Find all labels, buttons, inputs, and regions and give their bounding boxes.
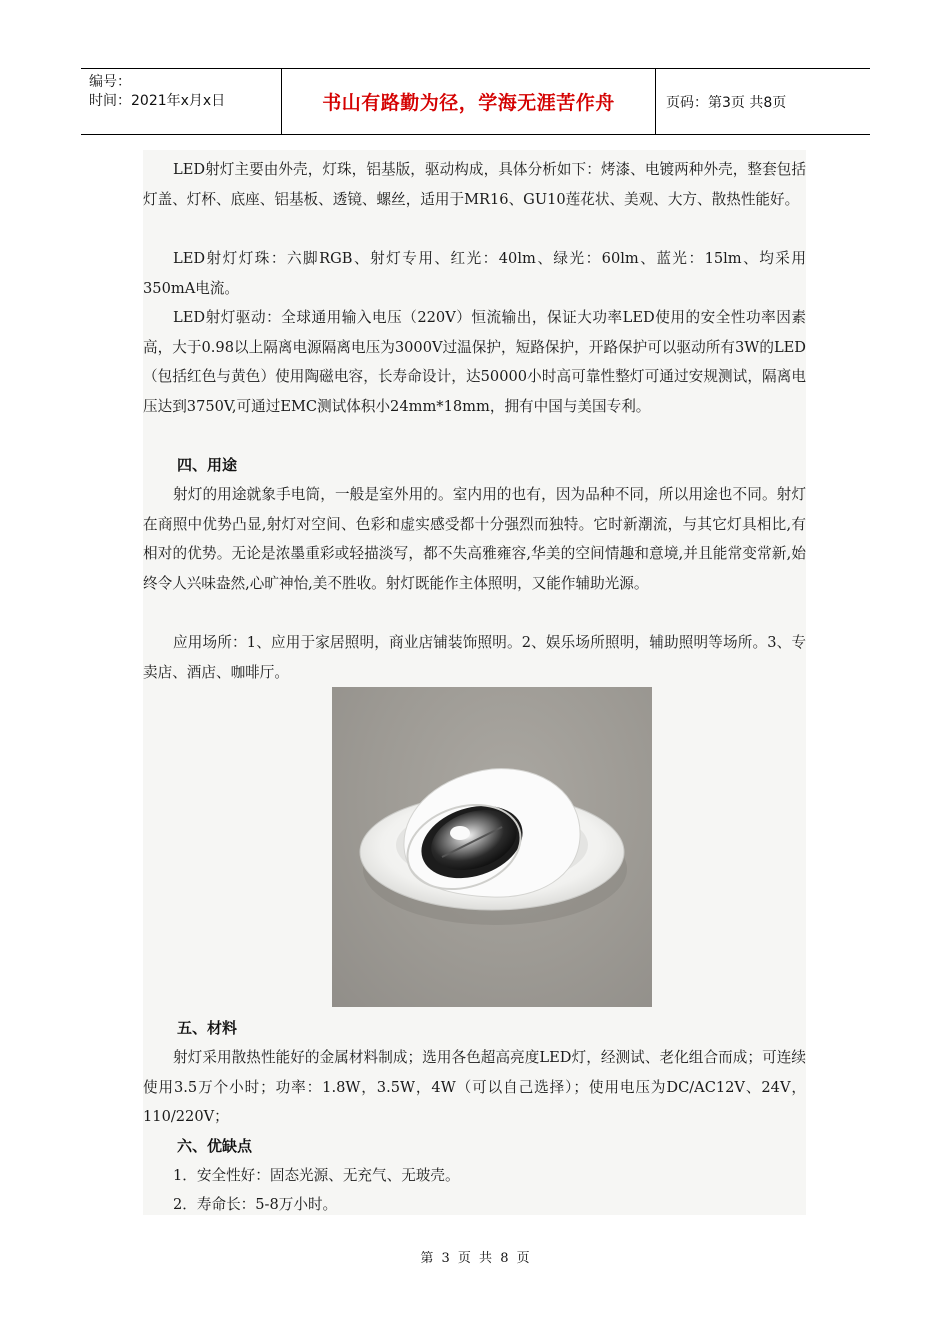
section-heading-pros-cons: 六、优缺点 — [177, 1137, 253, 1155]
header-meta — [81, 69, 282, 134]
recessed-spotlight-illustration — [332, 687, 652, 1007]
document-body — [143, 150, 806, 1215]
header-motto: 书山有路勤为径，学海无涯苦作舟 — [282, 69, 656, 134]
section-heading-usage: 四、用途 — [177, 456, 238, 474]
list-item-lifespan: 2．寿命长：5-8万小时。 — [173, 1196, 338, 1213]
paragraph-led-spotlight-structure: LED射灯主要由外壳，灯珠，铝基版，驱动构成，具体分析如下：烤漆、电镀两种外壳，整套包括灯盖、灯杯、底座、铝基板、透镜、螺丝，适用于MR16、GU10莲花状、美观、大方、散热性能好。 — [143, 161, 806, 208]
paragraph-led-beads: LED射灯灯珠：六脚RGB、射灯专用、红光：40lm、绿光：60lm、蓝光：15lm、均采用350mA电流。 — [143, 250, 806, 297]
paragraph-applications: 应用场所：1、应用于家居照明，商业店铺装饰照明。2、娱乐场所照明，辅助照明等场所。3、专卖店、酒店、咖啡厅。 — [143, 634, 806, 681]
list-item-safety: 1．安全性好：固态光源、无充气、无玻壳。 — [173, 1167, 460, 1184]
section-heading-materials: 五、材料 — [177, 1019, 238, 1037]
paragraph-materials: 射灯采用散热性能好的金属材料制成；选用各色超高亮度LED灯，经测试、老化组合而成；可连续使用3.5万个小时；功率：1.8W，3.5W，4W（可以自己选择）；使用电压为DC/AC12V、24V，110/220V； — [143, 1049, 806, 1126]
header-page-label: 页码：第3页 共8页 — [666, 94, 787, 111]
page-footer: 第 3 页 共 8 页 — [420, 1251, 530, 1266]
document-date-label: 时间：2021年x月x日 — [89, 93, 226, 109]
document-number-label: 编号： — [89, 74, 131, 90]
spotlight-product-photo — [332, 687, 652, 1007]
paragraph-usage: 射灯的用途就象手电筒，一般是室外用的。室内用的也有，因为品种不同，所以用途也不同。射灯在商照中优势凸显,射灯对空间、色彩和虚实感受都十分强烈而独特。它时新潮流，与其它灯具相比,有相对的优势。无论是浓墨重彩或轻描淡写，都不失高雅雍容,华美的空间情趣和意境,并且能常变常新,始终令人兴味盎然,心旷神怡,美不胜收。射灯既能作主体照明，又能作辅助光源。 — [143, 486, 806, 592]
paragraph-led-driver: LED射灯驱动：全球通用输入电压（220V）恒流输出，保证大功率LED使用的安全性功率因素高，大于0.98以上隔离电源隔离电压为3000V过温保护，短路保护，开路保护可以驱动所有3W的LED（包括红色与黄色）使用陶磁电容，长寿命设计，达50000小时高可靠性整灯可通过安规测试，隔离电压达到3750V,可通过EMC测试体积小24mm*18mm，拥有中国与美国专利。 — [143, 309, 806, 415]
page-header — [81, 68, 870, 135]
